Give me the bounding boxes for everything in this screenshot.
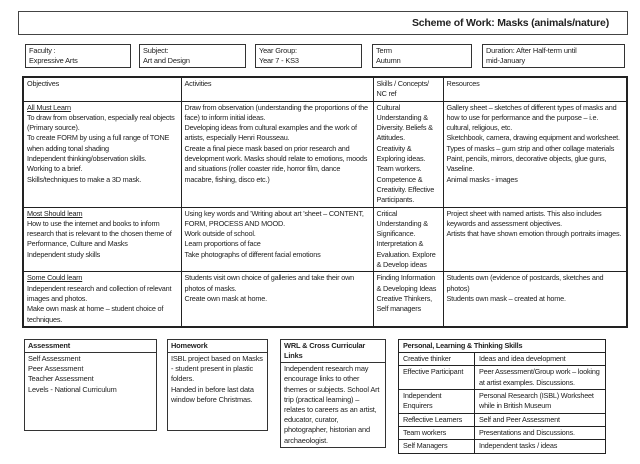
objective: Skills/techniques to make a 3D mask. — [27, 174, 142, 184]
homework-item: Handed in before last data window before Christmas. — [171, 384, 254, 404]
info-value: Art and Design — [143, 56, 190, 66]
title-box — [18, 11, 628, 35]
activity: Work outside of school. — [184, 229, 256, 239]
page-title: Scheme of Work: Masks (animals/nature) — [411, 17, 609, 29]
plts-detail: Self and Peer Assessment — [475, 413, 606, 426]
term-box — [372, 44, 472, 68]
assessment-item: Levels - National Curriculum — [28, 384, 117, 394]
info-label: Term — [376, 46, 392, 55]
plts-skill: Effective Participant — [399, 366, 475, 390]
resource: Students own mask – created at home. — [446, 293, 566, 303]
skill: Critical Understanding & Significance. — [376, 208, 428, 239]
homework-title: Homework — [168, 340, 267, 353]
plts-row — [399, 353, 606, 366]
objective: Working to a brief. — [27, 164, 83, 174]
plts-skill: Reflective Learners — [399, 413, 475, 426]
objective: Independent research and collection of relevant images and photos. — [27, 283, 172, 303]
header-cell: Skills / Concepts/ NC ref — [373, 77, 443, 101]
scheme-table — [22, 76, 628, 328]
plts-row — [399, 413, 606, 426]
duration-box — [482, 44, 625, 68]
wrl-title: WRL & Cross Curricular Links — [281, 340, 385, 363]
skill: Finding Information & Developing Ideas — [376, 273, 437, 293]
activity: Students visit own choice of galleries and take their own photos of masks. — [184, 273, 355, 293]
homework-item: ISBL project based on Masks - student present in plastic folders. — [171, 354, 263, 384]
activity: Using key words and 'Writing about art 'sheet – CONTENT, FORM, PROCESS AND MOOD. — [184, 208, 364, 228]
wrl-item: Independent research may encourage links to other themes or subjects. School Art trip (practical learning) – relates to careers as an artist, educator, curator, photographer, historian and archaeologist. — [284, 364, 380, 445]
skill: Team workers. — [376, 164, 422, 174]
plts-row — [399, 426, 606, 439]
activity: Learn proportions of face — [184, 239, 261, 249]
plts-detail: Ideas and idea development — [475, 353, 606, 366]
year-group-box — [255, 44, 362, 68]
resource: Animal masks - images — [446, 174, 518, 184]
table-row — [23, 207, 627, 272]
objective: To draw from observation, especially real objects (Primary source). — [27, 112, 175, 133]
table-header-row — [23, 77, 627, 101]
objective: Independent thinking/observation skills. — [27, 154, 147, 164]
objective-title: Most Should learn — [27, 208, 83, 218]
info-value: Year 7 - KS3 — [259, 56, 299, 66]
activity: Draw from observation (understanding the proportions of the face) to inform initial ideas. — [184, 102, 368, 122]
info-label: Faculty : — [29, 46, 56, 55]
plts-title: Personal, Learning & Thinking Skills — [399, 339, 606, 352]
header-cell: Objectives — [23, 77, 181, 101]
plts-row — [399, 440, 606, 453]
plts-table — [398, 339, 606, 454]
plts-detail: Independent tasks / ideas — [475, 440, 606, 453]
content-flow — [22, 76, 626, 464]
resource: Artists that have shown emotion through portraits images. — [446, 229, 622, 239]
homework-box — [167, 339, 268, 431]
plts-skill: Self Managers — [399, 440, 475, 453]
assessment-item: Teacher Assessment — [28, 374, 94, 384]
assessment-item: Self Assessment — [28, 354, 81, 364]
plts-skill: Independent Enquirers — [399, 390, 475, 414]
header-cell: Resources — [443, 77, 627, 101]
activity: Create a final piece mask based on prior research and development work. Masks should relate to emotions, moods and situations (roller coaster ride, horror film, dance macabre, fishing, disco etc.) — [184, 143, 368, 184]
assessment-box — [24, 339, 157, 431]
plts-detail: Presentations and Discussions. — [475, 426, 606, 439]
objective: To create FORM by using a full range of TONE when adding tonal shading — [27, 133, 170, 153]
info-label: Subject: — [143, 46, 169, 55]
faculty-box — [25, 44, 131, 68]
skill: Interpretation & Evaluation. Explore & Develop ideas — [376, 239, 436, 270]
table-row — [23, 272, 627, 327]
info-label: Year Group: — [259, 46, 297, 55]
resource: Types of masks – gum strip and other collage materials — [446, 143, 615, 153]
assessment-title: Assessment — [25, 340, 156, 353]
assessment-item: Peer Assessment — [28, 364, 84, 374]
objective-title: Some Could learn — [27, 273, 83, 283]
objective: Make own mask at home – student choice of techniques. — [27, 304, 164, 324]
plts-detail: Personal Research (ISBL) Worksheet while in British Museum — [475, 390, 606, 414]
resource: Sketchbook, camera, drawing equipment and worksheet. — [446, 133, 620, 143]
activity: Take photographs of different facial emotions — [184, 249, 321, 259]
resource: Project sheet with named artists. This also includes keywords and assessment objectives. — [446, 208, 602, 228]
bottom-section — [22, 339, 626, 464]
plts-skill: Team workers — [399, 426, 475, 439]
skill: Self managers — [376, 304, 421, 314]
activity: Create own mask at home. — [184, 293, 267, 303]
resource: Paint, pencils, mirrors, decorative objects, glue guns, Vaseline. — [446, 154, 607, 174]
plts-detail: Peer Assessment/Group work – looking at artist examples. Discussions. — [475, 366, 606, 390]
skill: Competence & Creativity. Effective Participants. — [376, 174, 435, 205]
plts-row — [399, 390, 606, 414]
objective: How to use the internet and books to inform research that is relevant to the chosen theme of Performance, Culture and Masks — [27, 218, 172, 249]
subject-box — [139, 44, 246, 68]
info-value: Expressive Arts — [29, 56, 78, 66]
activity: Developing ideas from cultural examples and the work of artists, especially Henri Rousseau. — [184, 123, 357, 143]
skill: Creative Thinkers, — [376, 293, 432, 303]
wrl-box — [280, 339, 386, 448]
objective: Independent study skills — [27, 249, 101, 259]
info-value: Autumn — [376, 56, 401, 66]
table-row — [23, 101, 627, 207]
resource: Students own (evidence of postcards, sketches and photos) — [446, 273, 604, 293]
objective-title: All Must Learn — [27, 102, 71, 112]
header-cell: Activities — [181, 77, 373, 101]
info-value: mid-January — [486, 56, 526, 66]
info-label: Duration: After Half-term until — [486, 46, 577, 55]
resource: Gallery sheet – sketches of different types of masks and how to use for performance and the purpose – i.e. cultural, religious, etc. — [446, 102, 617, 133]
skill: Creativity & Exploring ideas. — [376, 143, 426, 164]
plts-row — [399, 366, 606, 390]
skill: Cultural Understanding & Diversity. Beliefs & Attitudes. — [376, 102, 433, 143]
plts-skill: Creative thinker — [399, 353, 475, 366]
